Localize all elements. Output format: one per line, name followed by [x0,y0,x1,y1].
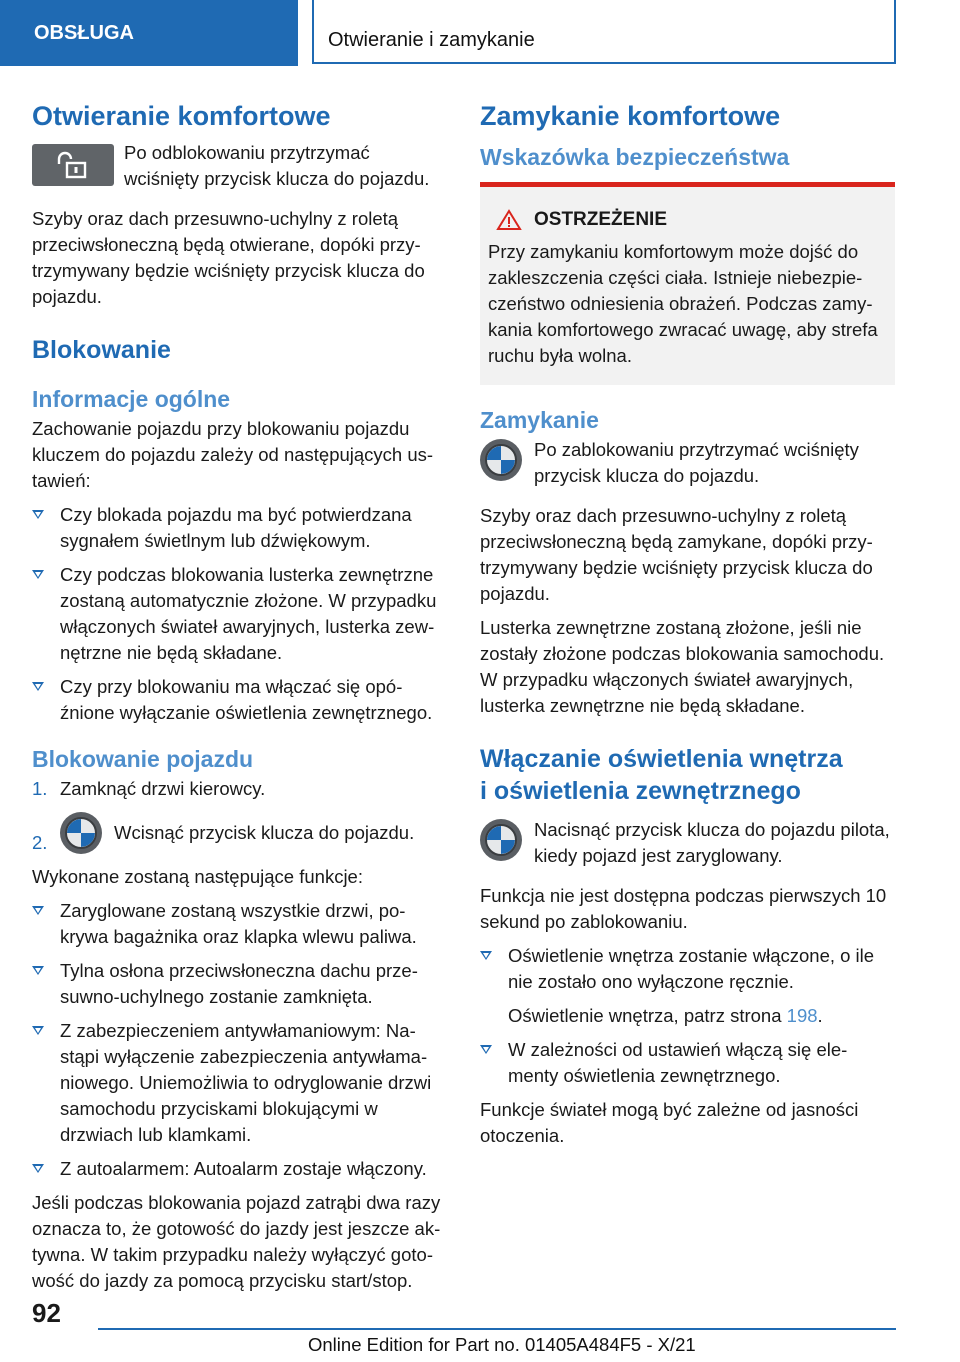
triangle-bullet-icon [32,906,44,915]
triangle-bullet-icon [32,682,44,691]
left-column [32,98,448,1302]
list-item: Zaryglowane zostaną wszystkie drzwi, po-krywa bagażnika oraz klapka wlewu paliwa. [32,898,448,950]
step-text: Wcisnąć przycisk klucza do pojazdu. [114,822,415,843]
step-number: 1. [32,778,48,799]
list-item: Z zabezpieczeniem antywłamaniowym: Na-stąpi wyłączenie zabezpieczenia antywłama-niowego. Uniemożliwia to odryglowanie drzwi samochodu przyciskami blokującymi w drzwiach lub klamkami. [32,1018,448,1148]
triangle-bullet-icon [32,966,44,975]
right-column [480,98,896,1157]
heading-lock-vehicle: Blokowanie pojazdu [32,746,254,772]
warning-text: Przy zamykaniu komfortowym może dojść do zakleszczenia części ciała. Istnieje niebezpie-czeństwo odniesienia obrażeń. Podczas zamy-kania komfortowego zwracać uwagę, aby strefa ruchu była wolna. [488,241,878,366]
general-paragraph: Zachowanie pojazdu przy blokowaniu pojazdu kluczem do pojazdu zależy od następujących us-tawień: [32,418,434,491]
heading-lights: Włączanie oświetlenia wnętrza i oświetlenia zewnętrznego [480,745,843,805]
triangle-bullet-icon [32,1026,44,1035]
triangle-bullet-icon [32,1164,44,1173]
triangle-bullet-icon [32,570,44,579]
heading-general-info: Informacje ogólne [32,386,231,412]
page-number: 92 [32,1298,61,1328]
heading-comfort-open: Otwieranie komfortowe [32,101,331,131]
comfort-open-icon-text: Po odblokowaniu przytrzymać wciśnięty przycisk klucza do pojazdu. [124,142,430,189]
heading-comfort-close: Zamykanie komfortowe [480,101,781,131]
list-item: W zależności od ustawień włączą się ele-menty oświetlenia zewnętrznego. [480,1037,896,1089]
heading-safety: Wskazówka bezpieczeństwa [480,144,790,170]
closing-paragraph-2: Lusterka zewnętrzne zostaną złożone, jeśli nie zostały złożone podczas blokowania samochodu. W przypadku włączonych świateł awaryjnych, lusterka zewnętrzne nie będą składane. [480,617,885,716]
warning-title: OSTRZEŻENIE [534,209,668,230]
lights-bullet-list [480,943,896,1089]
step-item [32,776,448,802]
lights-instruction [480,817,896,869]
list-item: Oświetlenie wnętrza zostanie włączone, o ile nie zostało ono wyłączone ręcznie. Oświetlenie wnętrza, patrz strona 198. [480,943,896,1029]
list-item: Tylna osłona przeciwsłoneczna dachu prze-suwno-uchylnego zostanie zamknięta. [32,958,448,1010]
horn-paragraph: Jeśli podczas blokowania pojazd zatrąbi dwa razy oznacza to, że gotowość do jazdy jest jeszcze ak-tywna. W takim przypadku należy wyłączyć goto-wość do jazdy za pomocą przycisku start/stop. [32,1192,441,1291]
warning-box [480,182,895,385]
triangle-bullet-icon [480,951,492,960]
lights-paragraph: Funkcja nie jest dostępna podczas pierwszych 10 sekund po zablokowaniu. [480,885,887,932]
lights-final-paragraph: Funkcje świateł mogą być zależne od jasności otoczenia. [480,1099,859,1146]
closing-icon-text: Po zablokowaniu przytrzymać wciśnięty przycisk klucza do pojazdu. [534,439,859,486]
unlock-key-icon [32,144,114,186]
bmw-key-icon [480,819,522,861]
general-bullet-list [32,502,448,726]
triangle-bullet-icon [32,510,44,519]
function-bullet-list [32,898,448,1182]
bmw-key-icon [480,439,522,481]
heading-locking: Blokowanie [32,336,171,364]
step-item [32,812,448,854]
triangle-bullet-icon [480,1045,492,1054]
section-tab: OBSŁUGA [0,0,298,66]
closing-instruction [480,437,896,489]
page-header [0,0,960,66]
closing-paragraph-1: Szyby oraz dach przesuwno-uchylny z roletą przeciwsłoneczną będą zamykane, dopóki przy-trzymywany będzie wciśnięty przycisk klucza do pojazdu. [480,505,873,604]
functions-intro: Wykonane zostaną następujące funkcje: [32,866,363,887]
step-number: 2. [32,832,48,853]
lock-steps-list [32,776,448,854]
page-reference: Oświetlenie wnętrza, patrz strona 198. [508,1005,823,1026]
comfort-open-instruction [32,140,448,192]
chapter-title: Otwieranie i zamykanie [312,0,896,64]
comfort-open-paragraph: Szyby oraz dach przesuwno-uchylny z roletą przeciwsłoneczną będą otwierane, dopóki przy-trzymywany będzie wciśnięty przycisk klucza do pojazdu. [32,208,425,307]
footer-divider [98,1328,896,1330]
list-item: Czy podczas blokowania lusterka zewnętrzne zostaną automatycznie złożone. W przypadku włączonych świateł awaryjnych, lusterka zew-nętrzne nie będą składane. [32,562,448,666]
footer-edition: Online Edition for Part no. 01405A484F5 - X/21 [308,1334,696,1355]
list-item: Czy przy blokowaniu ma włączać się opó-źnione wyłączanie oświetlenia zewnętrznego. [32,674,448,726]
list-item: Z autoalarmem: Autoalarm zostaje włączony. [32,1156,448,1182]
lights-icon-text: Nacisnąć przycisk klucza do pojazdu pilota, kiedy pojazd jest zaryglowany. [534,819,890,866]
step-text: Zamknąć drzwi kierowcy. [60,778,266,799]
list-item: Czy blokada pojazdu ma być potwierdzana sygnałem świetlnym lub dźwiękowym. [32,502,448,554]
bmw-key-icon [60,812,102,854]
warning-triangle-icon [496,209,522,231]
heading-closing: Zamykanie [480,407,599,433]
page-link[interactable]: 198 [786,1005,818,1026]
